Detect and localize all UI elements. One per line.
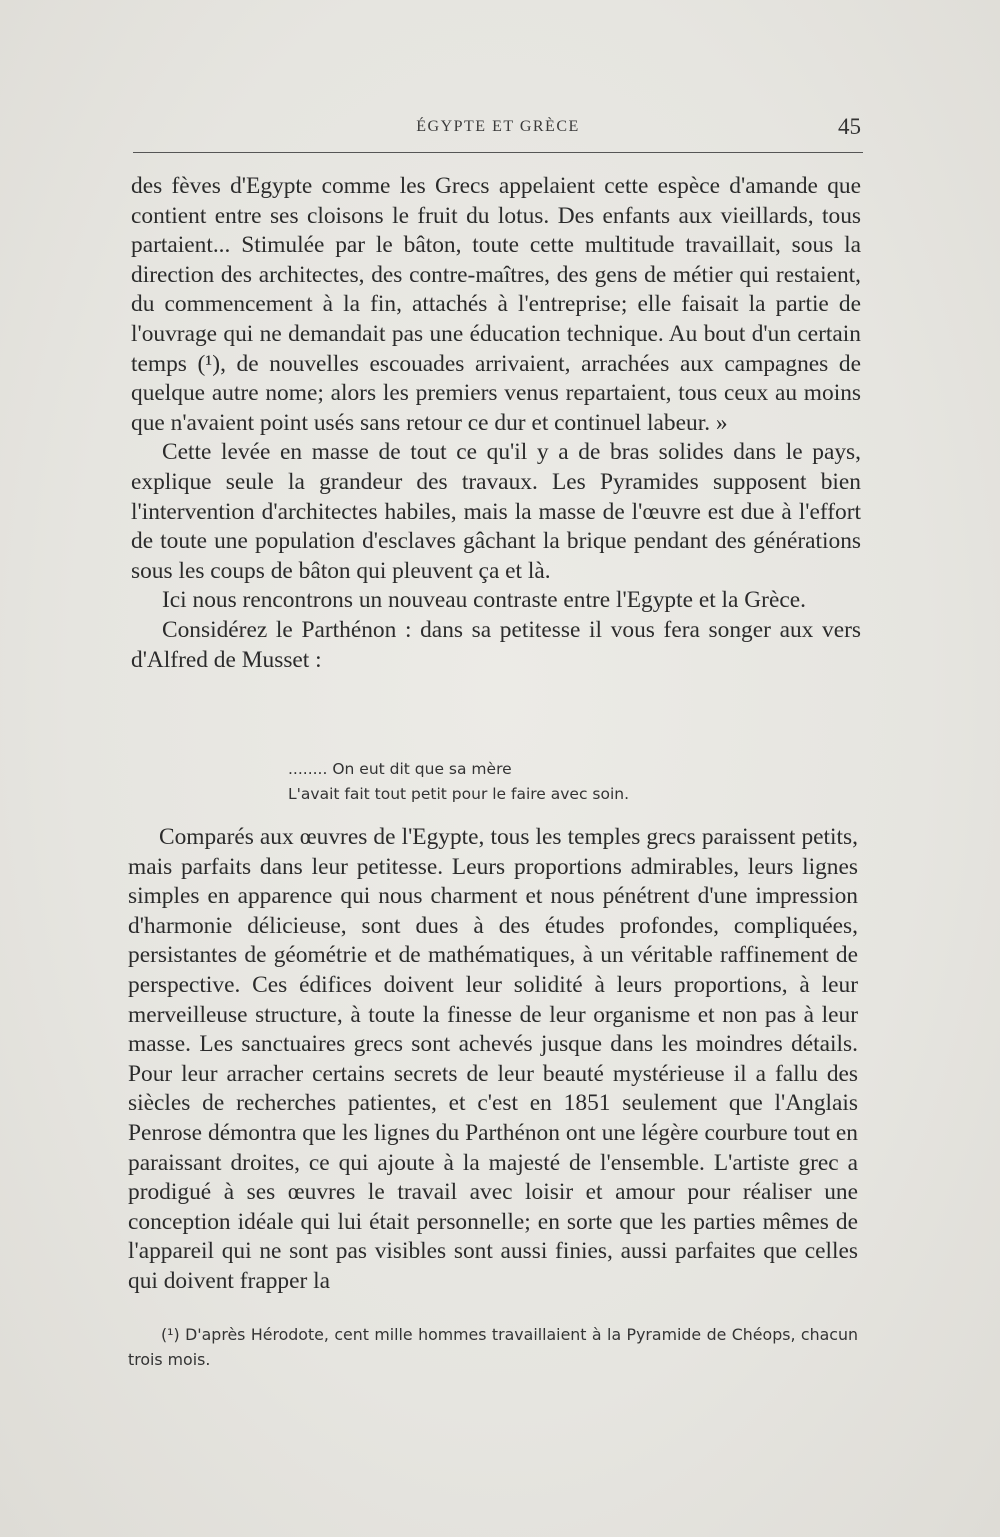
running-header xyxy=(133,112,863,153)
verse-line: ........ On eut dit que sa mère xyxy=(288,760,512,778)
footnote-text: (¹) D'après Hérodote, cent mille hommes travaillaient à la Pyramide de Chéops, chacun trois mois. xyxy=(128,1325,858,1369)
page-number: 45 xyxy=(838,114,861,139)
footnote xyxy=(128,1322,858,1372)
paragraph: Considérez le Parthénon : dans sa petitesse il vous fera songer aux vers d'Alfred de Musset : xyxy=(131,616,861,673)
paragraph: Cette levée en masse de tout ce qu'il y a de bras solides dans le pays, explique seule la grandeur des travaux. Les Pyramides supposent bien l'intervention d'architectes habiles, mais la masse de l'œuvre est due à l'effort de toute une population d'esclaves gâchant la brique pendant des générations sous les coups de bâton qui pleuvent ça et là. xyxy=(131,439,861,584)
running-title: ÉGYPTE ET GRÈCE xyxy=(416,118,580,135)
verse-quotation xyxy=(288,757,708,807)
paragraph: Ici nous rencontrons un nouveau contraste entre l'Egypte et la Grèce. xyxy=(162,587,806,614)
body-text-continued xyxy=(128,823,858,1297)
verse-line: L'avait fait tout petit pour le faire avec soin. xyxy=(288,785,630,803)
paragraph: Comparés aux œuvres de l'Egypte, tous les temples grecs paraissent petits, mais parfaits dans leur petitesse. Leurs proportions admirables, leurs lignes simples en apparence qui nous charment et nous pénétrent d'une impression d'harmonie délicieuse, sont dues à des études profondes, compliquées, persistantes de géométrie et de mathématiques, à un véritable raffinement de perspective. Ces édifices doivent leur solidité à leurs proportions, à leur merveilleuse structure, à toute la finesse de leur organisme et non pas à leur masse. Les sanctuaires grecs sont achevés jusque dans les moindres détails. Pour leur arracher certains secrets de leur beauté mystérieuse il a fallu des siècles de recherches patientes, et c'est en 1851 seulement que l'Anglais Penrose démontra que les lignes du Parthénon ont une légère courbure tout en paraissant droites, ce qui ajoute à la majesté de l'ensemble. L'artiste grec a prodigué à ses œuvres le travail avec loisir et amour pour réaliser une conception idéale qui lui était personnelle; en sorte que les parties mêmes de l'appareil qui ne sont pas visibles sont aussi finies, aussi parfaites que celles qui doivent frapper la xyxy=(128,824,858,1294)
paragraph-continued: des fèves d'Egypte comme les Grecs appelaient cette espèce d'amande que contient entre ses cloisons le fruit du lotus. Des enfants aux vieillards, tous partaient... Stimulée par le bâton, toute cette multitude travaillait, sous la direction des architectes, des contre-maîtres, des gens de métier qui restaient, du commencement à la fin, attachés à l'entreprise; elle faisait la partie de l'ouvrage qui ne demandait pas une éducation technique. Au bout d'un certain temps (¹), de nouvelles escouades arrivaient, arrachées aux campagnes de quelque autre nome; alors les premiers venus repartaient, tous ceux au moins que n'avaient point usés sans retour ce dur et continuel labeur. » xyxy=(131,173,861,436)
body-text xyxy=(131,172,861,675)
